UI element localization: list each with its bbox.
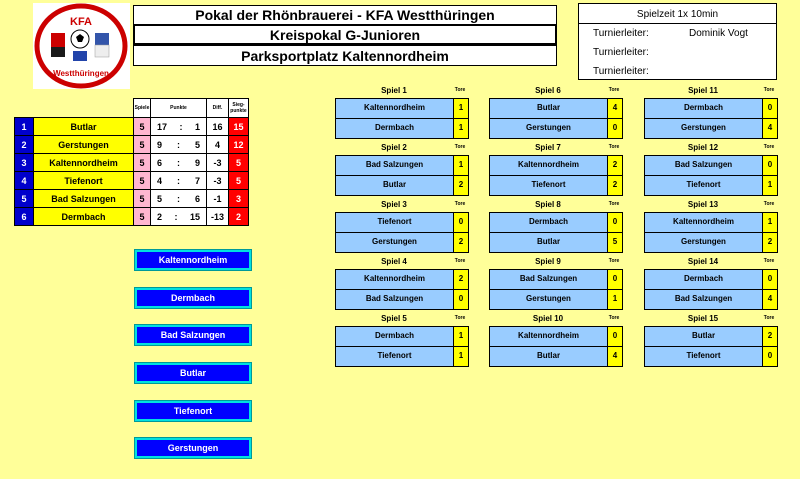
- goals-against: 5: [194, 139, 200, 150]
- team-cell: Butlar: [34, 118, 134, 136]
- match-away-row: [489, 346, 623, 367]
- away-team: Tiefenort: [686, 180, 721, 189]
- match-home-row: [644, 155, 778, 176]
- match-name: Spiel 11: [688, 86, 718, 95]
- match-home-row: [644, 269, 778, 290]
- games-cell: 5: [134, 208, 151, 226]
- match-home-row: [335, 98, 469, 119]
- away-goals[interactable]: 4: [762, 290, 777, 309]
- header-punkte: Punkte: [151, 99, 207, 118]
- match-header: [644, 143, 776, 155]
- points-cell: 5: [229, 172, 249, 190]
- home-team: Bad Salzungen: [365, 160, 424, 169]
- match-card: [644, 314, 776, 366]
- match-name: Spiel 14: [687, 257, 719, 266]
- score-separator: :: [177, 157, 180, 168]
- match-name: Spiel 10: [532, 314, 564, 323]
- away-goals[interactable]: 2: [762, 233, 777, 252]
- games-cell: 5: [134, 118, 151, 136]
- team-button[interactable]: Bad Salzungen: [135, 325, 251, 345]
- tournament-subtitle: Kreispokal G-Junioren: [133, 24, 557, 45]
- team-button[interactable]: Gerstungen: [135, 438, 251, 458]
- goals-against: 7: [194, 175, 200, 186]
- match-card: [644, 86, 776, 138]
- home-goals[interactable]: 2: [607, 156, 622, 175]
- away-team: Tiefenort: [686, 351, 721, 360]
- team-button[interactable]: Butlar: [135, 363, 251, 383]
- team-cell: Dermbach: [34, 208, 134, 226]
- home-team: Tiefenort: [377, 217, 412, 226]
- match-name: Spiel 8: [535, 200, 561, 209]
- match-card: [489, 143, 621, 195]
- away-goals[interactable]: 2: [607, 176, 622, 195]
- home-team: Kaltennordheim: [673, 217, 734, 226]
- away-team: Gerstungen: [372, 237, 417, 246]
- score-cell: [151, 208, 207, 226]
- home-team: Kaltennordheim: [518, 331, 579, 340]
- score-separator: :: [174, 211, 178, 222]
- match-away-row: [644, 232, 778, 253]
- logo-bottom-text: Westthüringen: [53, 69, 109, 78]
- tore-label: Tore: [763, 201, 775, 207]
- home-goals[interactable]: 0: [607, 327, 622, 346]
- score-cell: [151, 154, 207, 172]
- score-cell: [151, 190, 207, 208]
- match-away-row: [644, 346, 778, 367]
- match-card: [335, 143, 467, 195]
- away-goals[interactable]: 4: [607, 347, 622, 366]
- match-header: [335, 86, 467, 98]
- diff-cell: 4: [207, 136, 229, 154]
- home-team: Butlar: [691, 331, 716, 340]
- match-card: [489, 257, 621, 309]
- tore-label: Tore: [608, 144, 620, 150]
- diff-cell: 16: [207, 118, 229, 136]
- tore-label: Tore: [763, 258, 775, 264]
- tore-label: Tore: [608, 201, 620, 207]
- goals-against: 9: [194, 157, 200, 168]
- tore-label: Tore: [454, 144, 466, 150]
- match-away-row: [489, 289, 623, 310]
- tore-label: Tore: [454, 87, 466, 93]
- match-away-row: [335, 232, 469, 253]
- match-header: [335, 143, 467, 155]
- goals-against: 6: [194, 193, 200, 204]
- away-team: Gerstungen: [526, 294, 571, 303]
- home-goals[interactable]: 1: [453, 156, 468, 175]
- home-goals[interactable]: 1: [453, 327, 468, 346]
- match-card: [335, 314, 467, 366]
- rank-cell: 2: [15, 136, 34, 154]
- match-home-row: [489, 269, 623, 290]
- away-goals[interactable]: 4: [762, 119, 777, 138]
- tore-label: Tore: [608, 258, 620, 264]
- home-goals[interactable]: 0: [762, 270, 777, 289]
- away-team: Tiefenort: [377, 351, 412, 360]
- away-team: Butlar: [382, 180, 407, 189]
- home-team: Bad Salzungen: [674, 160, 733, 169]
- match-header: [644, 257, 776, 269]
- match-away-row: [644, 118, 778, 139]
- team-button[interactable]: Tiefenort: [135, 401, 251, 421]
- match-header: [335, 257, 467, 269]
- away-team: Gerstungen: [526, 123, 571, 132]
- standings-row: [15, 208, 249, 226]
- away-goals[interactable]: 0: [453, 290, 468, 309]
- match-away-row: [644, 289, 778, 310]
- tore-label: Tore: [608, 87, 620, 93]
- rank-cell: 4: [15, 172, 34, 190]
- standings-row: [15, 190, 249, 208]
- tore-label: Tore: [454, 201, 466, 207]
- score-cell: [151, 172, 207, 190]
- match-name: Spiel 7: [535, 143, 561, 152]
- match-away-row: [335, 289, 469, 310]
- match-name: Spiel 12: [687, 143, 719, 152]
- away-team: Butlar: [536, 237, 561, 246]
- away-team: Tiefenort: [531, 180, 566, 189]
- match-header: [644, 314, 776, 326]
- rank-cell: 6: [15, 208, 34, 226]
- match-home-row: [489, 155, 623, 176]
- match-home-row: [335, 269, 469, 290]
- rank-cell: 5: [15, 190, 34, 208]
- match-away-row: [489, 232, 623, 253]
- match-name: Spiel 3: [381, 200, 407, 209]
- info-panel: [578, 3, 777, 80]
- home-goals[interactable]: 4: [607, 99, 622, 118]
- home-goals[interactable]: 0: [607, 270, 622, 289]
- home-goals[interactable]: 0: [762, 156, 777, 175]
- home-goals[interactable]: 0: [453, 213, 468, 232]
- away-goals[interactable]: 1: [607, 290, 622, 309]
- points-cell: 2: [229, 208, 249, 226]
- team-cell: Gerstungen: [34, 136, 134, 154]
- diff-cell: -3: [207, 154, 229, 172]
- standings-table: [14, 98, 251, 226]
- goals-against: 1: [194, 121, 200, 132]
- match-name: Spiel 15: [687, 314, 719, 323]
- home-goals[interactable]: 2: [762, 327, 777, 346]
- rank-cell: 1: [15, 118, 34, 136]
- home-team: Dermbach: [528, 217, 569, 226]
- match-header: [644, 86, 776, 98]
- home-team: Bad Salzungen: [519, 274, 578, 283]
- home-goals[interactable]: 2: [453, 270, 468, 289]
- match-header: [489, 86, 621, 98]
- match-home-row: [335, 326, 469, 347]
- home-team: Dermbach: [683, 274, 724, 283]
- away-goals[interactable]: 2: [453, 176, 468, 195]
- match-card: [644, 143, 776, 195]
- spielzeit-label: Spielzeit 1x 10min: [636, 9, 719, 20]
- match-home-row: [489, 326, 623, 347]
- score-cell: [151, 118, 207, 136]
- diff-cell: -13: [207, 208, 229, 226]
- away-team: Butlar: [536, 351, 561, 360]
- score-separator: :: [179, 121, 183, 132]
- goals-for: 2: [157, 211, 163, 222]
- turnierleiter-label-1: Turnierleiter:: [593, 28, 649, 39]
- match-name: Spiel 13: [687, 200, 719, 209]
- turnierleiter-label-3: Turnierleiter:: [593, 66, 649, 77]
- match-card: [335, 200, 467, 252]
- standings-row: [15, 172, 249, 190]
- diff-cell: -1: [207, 190, 229, 208]
- tournament-title: Pokal der Rhönbrauerei - KFA Westthüringen: [133, 5, 557, 25]
- match-name: Spiel 5: [381, 314, 407, 323]
- match-home-row: [644, 212, 778, 233]
- match-home-row: [644, 326, 778, 347]
- match-home-row: [335, 155, 469, 176]
- match-home-row: [489, 212, 623, 233]
- match-name: Spiel 1: [381, 86, 407, 95]
- home-team: Dermbach: [374, 331, 415, 340]
- home-goals[interactable]: 0: [762, 99, 777, 118]
- match-name: Spiel 4: [381, 257, 407, 266]
- away-team: Bad Salzungen: [365, 294, 424, 303]
- turnierleiter-label-2: Turnierleiter:: [593, 47, 649, 58]
- away-goals[interactable]: 0: [607, 119, 622, 138]
- standings-row: [15, 118, 249, 136]
- match-name: Spiel 9: [535, 257, 561, 266]
- team-button[interactable]: Dermbach: [135, 288, 251, 308]
- match-away-row: [335, 118, 469, 139]
- home-team: Kaltennordheim: [518, 160, 579, 169]
- match-card: [489, 314, 621, 366]
- away-goals[interactable]: 1: [762, 176, 777, 195]
- header-diff: Diff.: [207, 99, 229, 118]
- match-away-row: [644, 175, 778, 196]
- diff-cell: -3: [207, 172, 229, 190]
- away-goals[interactable]: 5: [607, 233, 622, 252]
- points-cell: 5: [229, 154, 249, 172]
- header-spiele: Spiele: [134, 99, 151, 118]
- home-team: Butlar: [536, 103, 561, 112]
- away-goals[interactable]: 1: [453, 119, 468, 138]
- match-card: [335, 257, 467, 309]
- match-away-row: [489, 175, 623, 196]
- goals-against: 15: [189, 211, 200, 222]
- kfa-logo: [33, 3, 130, 89]
- match-away-row: [335, 175, 469, 196]
- games-cell: 5: [134, 154, 151, 172]
- goals-for: 5: [157, 193, 163, 204]
- match-home-row: [644, 98, 778, 119]
- tore-label: Tore: [454, 258, 466, 264]
- tore-label: Tore: [763, 87, 775, 93]
- match-home-row: [489, 98, 623, 119]
- tore-label: Tore: [608, 315, 620, 321]
- home-goals[interactable]: 1: [453, 99, 468, 118]
- points-cell: 3: [229, 190, 249, 208]
- away-team: Dermbach: [374, 123, 415, 132]
- match-name: Spiel 6: [535, 86, 561, 95]
- tore-label: Tore: [454, 315, 466, 321]
- logo-top-text: KFA: [70, 16, 92, 28]
- rank-cell: 3: [15, 154, 34, 172]
- away-team: Gerstungen: [681, 123, 726, 132]
- tournament-venue: Parksportplatz Kaltennordheim: [133, 45, 557, 66]
- games-cell: 5: [134, 136, 151, 154]
- team-cell: Tiefenort: [34, 172, 134, 190]
- match-header: [335, 200, 467, 212]
- goals-for: 4: [157, 175, 163, 186]
- goals-for: 9: [157, 139, 163, 150]
- match-card: [489, 200, 621, 252]
- header-siegpunkte: Sieg-punkte: [229, 99, 249, 118]
- goals-for: 6: [157, 157, 163, 168]
- home-team: Kaltennordheim: [364, 103, 425, 112]
- match-header: [489, 314, 621, 326]
- match-card: [335, 86, 467, 138]
- home-team: Kaltennordheim: [364, 274, 425, 283]
- points-cell: 15: [229, 118, 249, 136]
- standings-row: [15, 154, 249, 172]
- team-cell: Bad Salzungen: [34, 190, 134, 208]
- turnierleiter-value-1: Dominik Vogt: [689, 28, 748, 39]
- games-cell: 5: [134, 172, 151, 190]
- away-team: Bad Salzungen: [674, 294, 733, 303]
- match-card: [644, 200, 776, 252]
- match-header: [335, 314, 467, 326]
- match-header: [489, 200, 621, 212]
- score-separator: :: [177, 139, 180, 150]
- away-goals[interactable]: 0: [762, 347, 777, 366]
- tore-label: Tore: [763, 315, 775, 321]
- home-goals[interactable]: 1: [762, 213, 777, 232]
- points-cell: 12: [229, 136, 249, 154]
- score-cell: [151, 136, 207, 154]
- tore-label: Tore: [763, 144, 775, 150]
- match-card: [489, 86, 621, 138]
- match-card: [644, 257, 776, 309]
- team-cell: Kaltennordheim: [34, 154, 134, 172]
- away-goals[interactable]: 2: [453, 233, 468, 252]
- match-name: Spiel 2: [381, 143, 407, 152]
- match-header: [489, 257, 621, 269]
- away-team: Gerstungen: [681, 237, 726, 246]
- goals-for: 17: [157, 121, 168, 132]
- standings-row: [15, 136, 249, 154]
- away-goals[interactable]: 1: [453, 347, 468, 366]
- score-separator: :: [177, 193, 180, 204]
- home-team: Dermbach: [683, 103, 724, 112]
- games-cell: 5: [134, 190, 151, 208]
- match-header: [644, 200, 776, 212]
- score-separator: :: [177, 175, 180, 186]
- home-goals[interactable]: 0: [607, 213, 622, 232]
- match-away-row: [335, 346, 469, 367]
- match-header: [489, 143, 621, 155]
- match-away-row: [489, 118, 623, 139]
- match-home-row: [335, 212, 469, 233]
- team-button[interactable]: Kaltennordheim: [135, 250, 251, 270]
